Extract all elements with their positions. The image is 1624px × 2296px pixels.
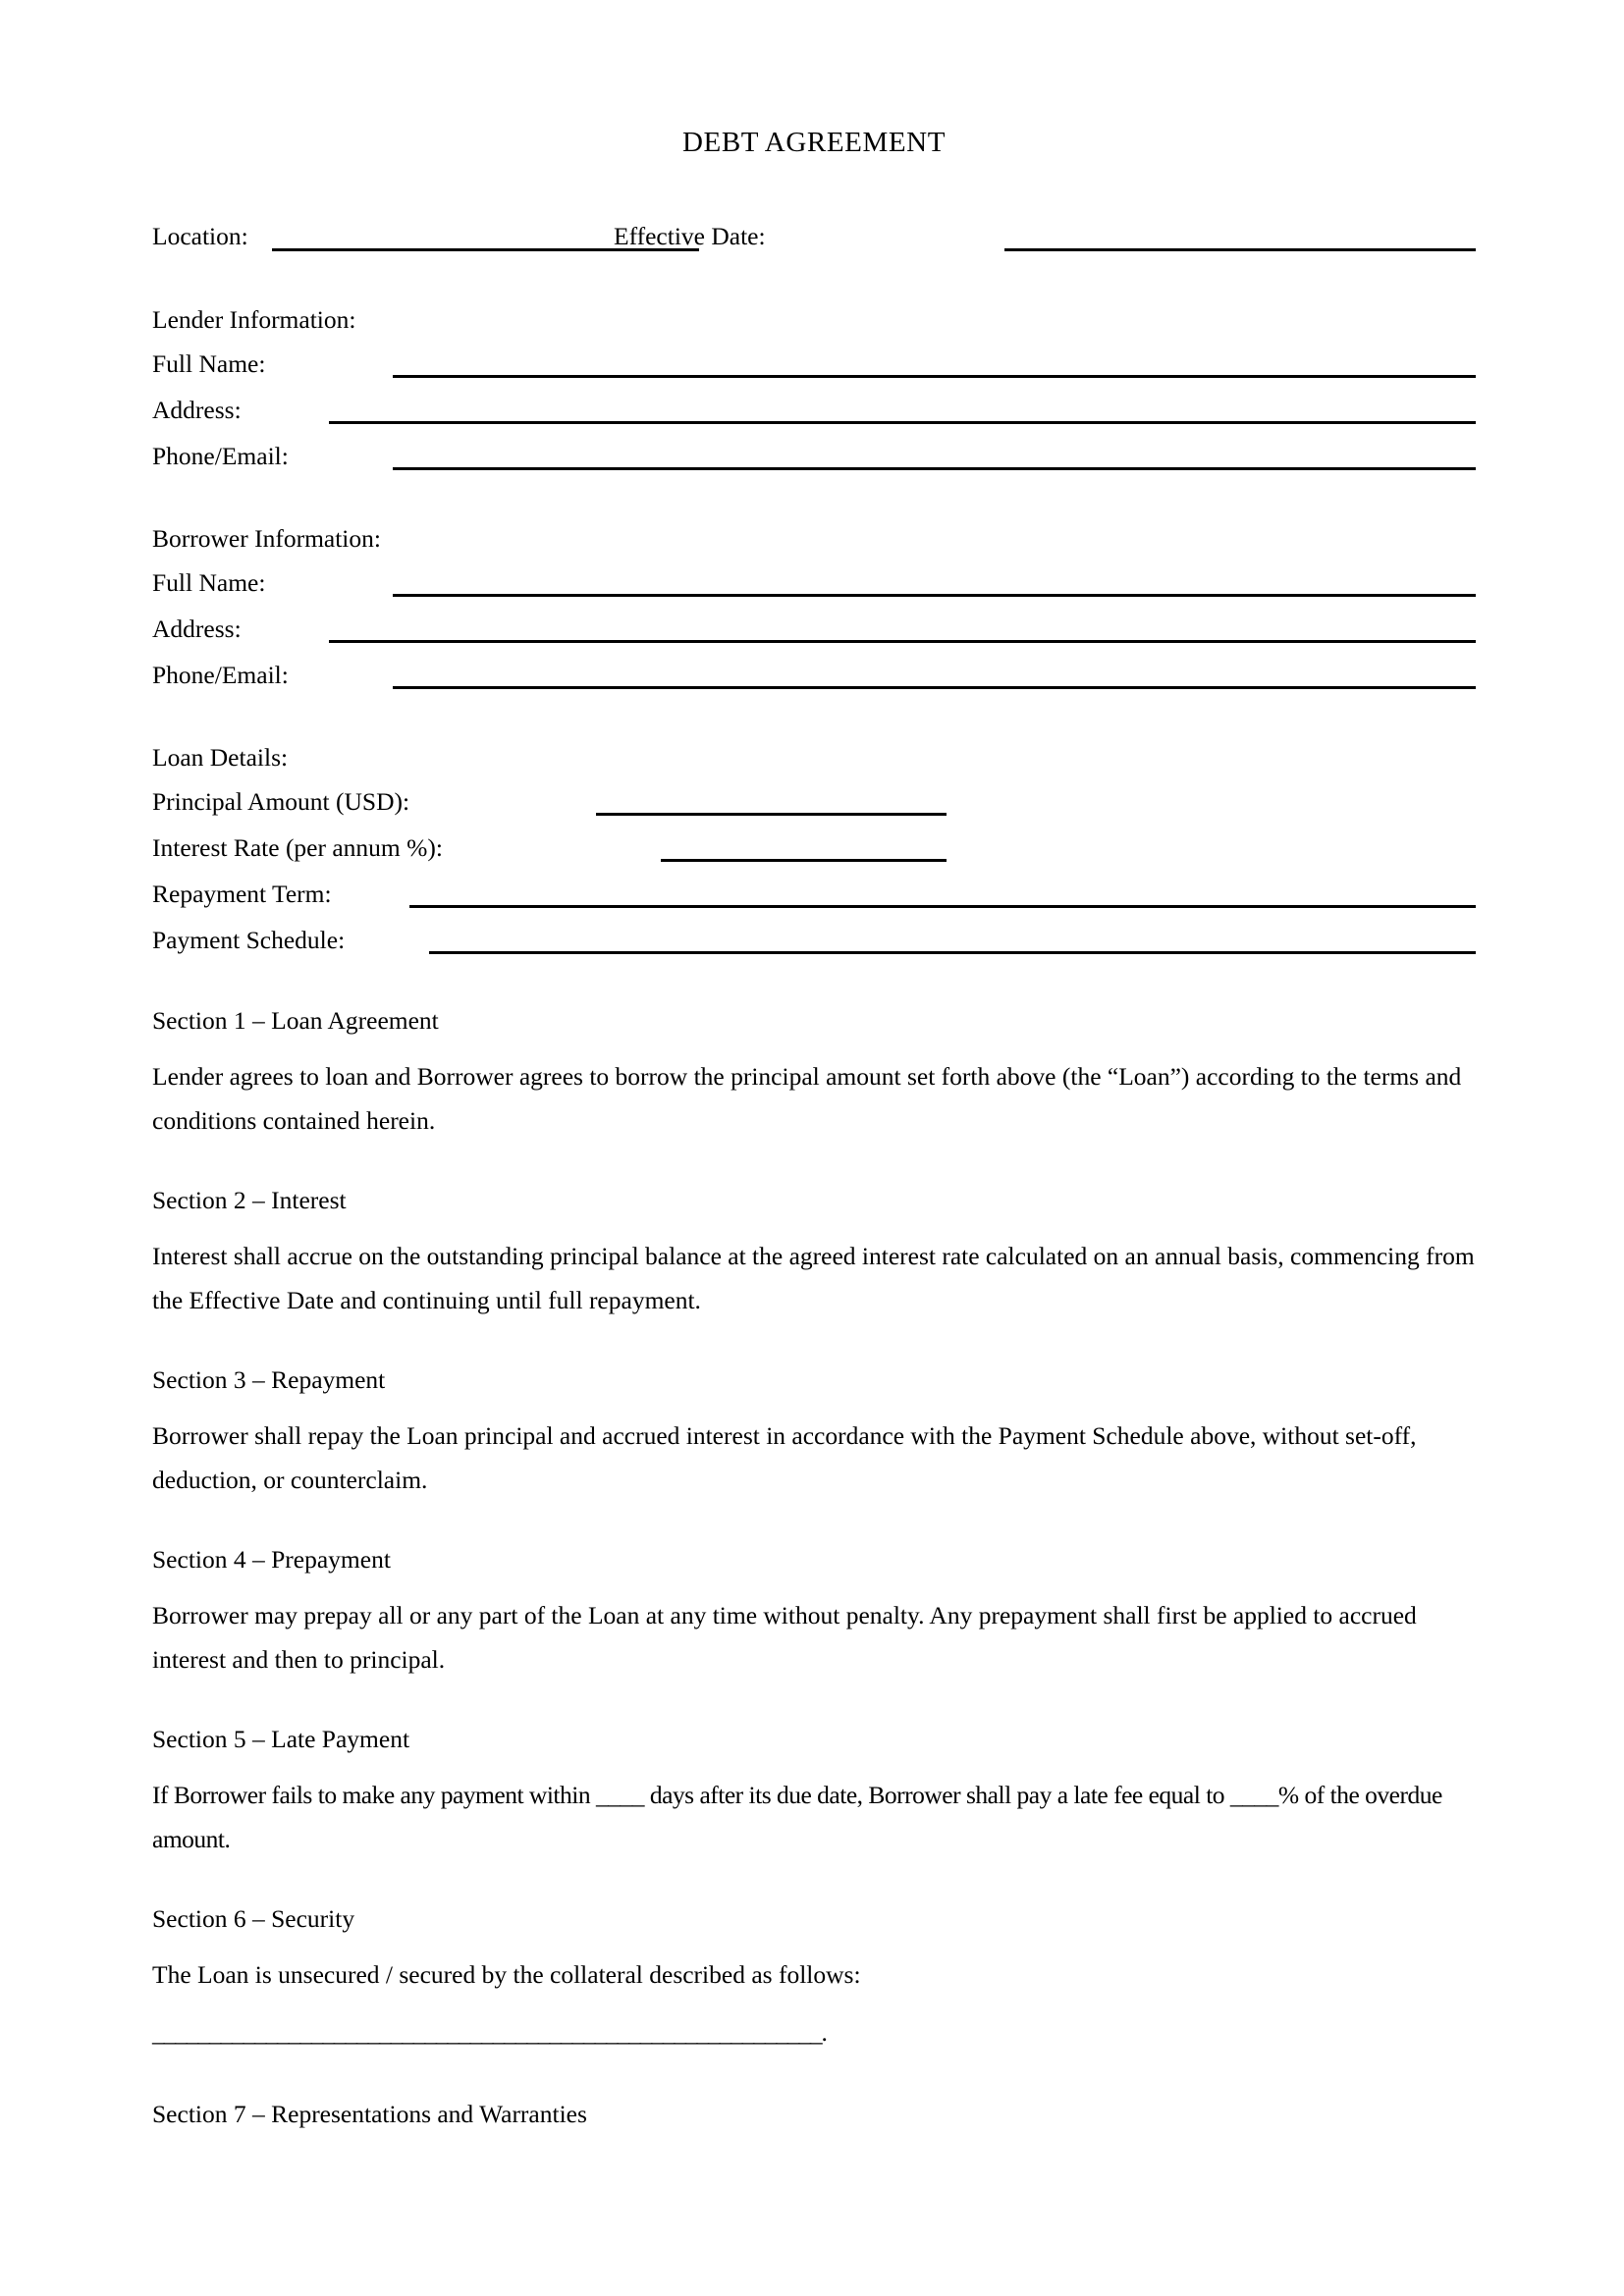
section-4-body: Borrower may prepay all or any part of the Loan at any time without penalty. Any prepayment shall first be applied to accrued interest and then to principal. bbox=[152, 1600, 1417, 1674]
repayment-term-input-rule[interactable] bbox=[409, 905, 1476, 908]
payment-schedule-input-rule[interactable] bbox=[429, 951, 1476, 954]
borrower-phone-email-input-rule[interactable] bbox=[393, 686, 1476, 689]
repayment-term-row bbox=[152, 871, 1476, 917]
section-5 bbox=[152, 1723, 1476, 1861]
section-6-title: Section 6 – Security bbox=[152, 1903, 355, 1933]
effective-date-input-rule[interactable] bbox=[1004, 248, 1476, 251]
interest-rate-label: Interest Rate (per annum %): bbox=[152, 832, 443, 862]
borrower-phone-email-row bbox=[152, 652, 1476, 698]
section-2-title: Section 2 – Interest bbox=[152, 1185, 347, 1214]
borrower-address-label: Address: bbox=[152, 614, 242, 643]
lender-phone-email-label: Phone/Email: bbox=[152, 441, 289, 470]
effective-date-label: Effective Date: bbox=[614, 221, 766, 250]
borrower-address-row bbox=[152, 606, 1476, 652]
collateral-description-blank[interactable]: ___________________________________________________________. bbox=[152, 2017, 827, 2047]
repayment-term-label: Repayment Term: bbox=[152, 879, 332, 908]
lender-full-name-label: Full Name: bbox=[152, 348, 266, 378]
borrower-full-name-input-rule[interactable] bbox=[393, 594, 1476, 597]
section-1 bbox=[152, 1004, 1476, 1143]
borrower-full-name-label: Full Name: bbox=[152, 567, 266, 597]
payment-schedule-row bbox=[152, 917, 1476, 963]
section-6-body: The Loan is unsecured / secured by the collateral described as follows: bbox=[152, 1959, 861, 1989]
page-title: DEBT AGREEMENT bbox=[681, 127, 947, 158]
section-7-title: Section 7 – Representations and Warranties bbox=[152, 2099, 587, 2128]
lender-information-heading: Lender Information: bbox=[152, 304, 356, 334]
borrower-full-name-row bbox=[152, 560, 1476, 606]
lender-phone-email-input-rule[interactable] bbox=[393, 467, 1476, 470]
lender-address-label: Address: bbox=[152, 395, 242, 424]
interest-rate-row bbox=[152, 825, 1476, 871]
borrower-address-input-rule[interactable] bbox=[329, 640, 1476, 643]
section-5-title: Section 5 – Late Payment bbox=[152, 1724, 410, 1753]
payment-schedule-label: Payment Schedule: bbox=[152, 925, 346, 954]
section-6 bbox=[152, 1902, 1476, 2055]
section-3-body: Borrower shall repay the Loan principal and accrued interest in accordance with the Payment Schedule above, without set-off, deduction, or counterclaim. bbox=[152, 1420, 1417, 1494]
section-1-title: Section 1 – Loan Agreement bbox=[152, 1005, 439, 1035]
borrower-information-heading: Borrower Information: bbox=[152, 523, 381, 553]
section-2 bbox=[152, 1184, 1476, 1322]
location-label: Location: bbox=[152, 221, 248, 250]
borrower-phone-email-label: Phone/Email: bbox=[152, 660, 289, 689]
section-3 bbox=[152, 1363, 1476, 1502]
lender-address-row bbox=[152, 387, 1476, 433]
lender-full-name-row bbox=[152, 341, 1476, 387]
lender-phone-email-row bbox=[152, 433, 1476, 479]
lender-full-name-input-rule[interactable] bbox=[393, 375, 1476, 378]
section-4-title: Section 4 – Prepayment bbox=[152, 1544, 391, 1574]
interest-rate-input-rule[interactable] bbox=[661, 859, 947, 862]
header-fields-row bbox=[152, 213, 1476, 260]
section-4 bbox=[152, 1543, 1476, 1682]
section-7 bbox=[152, 2098, 1476, 2131]
principal-amount-label: Principal Amount (USD): bbox=[152, 786, 410, 816]
loan-details-heading: Loan Details: bbox=[152, 742, 289, 772]
section-1-body: Lender agrees to loan and Borrower agrees to borrow the principal amount set forth above (the “Loan”) according to the terms and conditions contained herein. bbox=[152, 1061, 1462, 1135]
principal-amount-input-rule[interactable] bbox=[596, 813, 947, 816]
principal-amount-row bbox=[152, 778, 1476, 825]
lender-address-input-rule[interactable] bbox=[329, 421, 1476, 424]
section-5-body: If Borrower fails to make any payment within ____ days after its due date, Borrower shall pay a late fee equal to ____% of the overdue amount. bbox=[152, 1780, 1442, 1853]
section-3-title: Section 3 – Repayment bbox=[152, 1364, 386, 1394]
document-content bbox=[152, 0, 1476, 2148]
section-2-body: Interest shall accrue on the outstanding principal balance at the agreed interest rate calculated on an annual basis, commencing from the Effective Date and continuing until full repayment. bbox=[152, 1241, 1475, 1314]
